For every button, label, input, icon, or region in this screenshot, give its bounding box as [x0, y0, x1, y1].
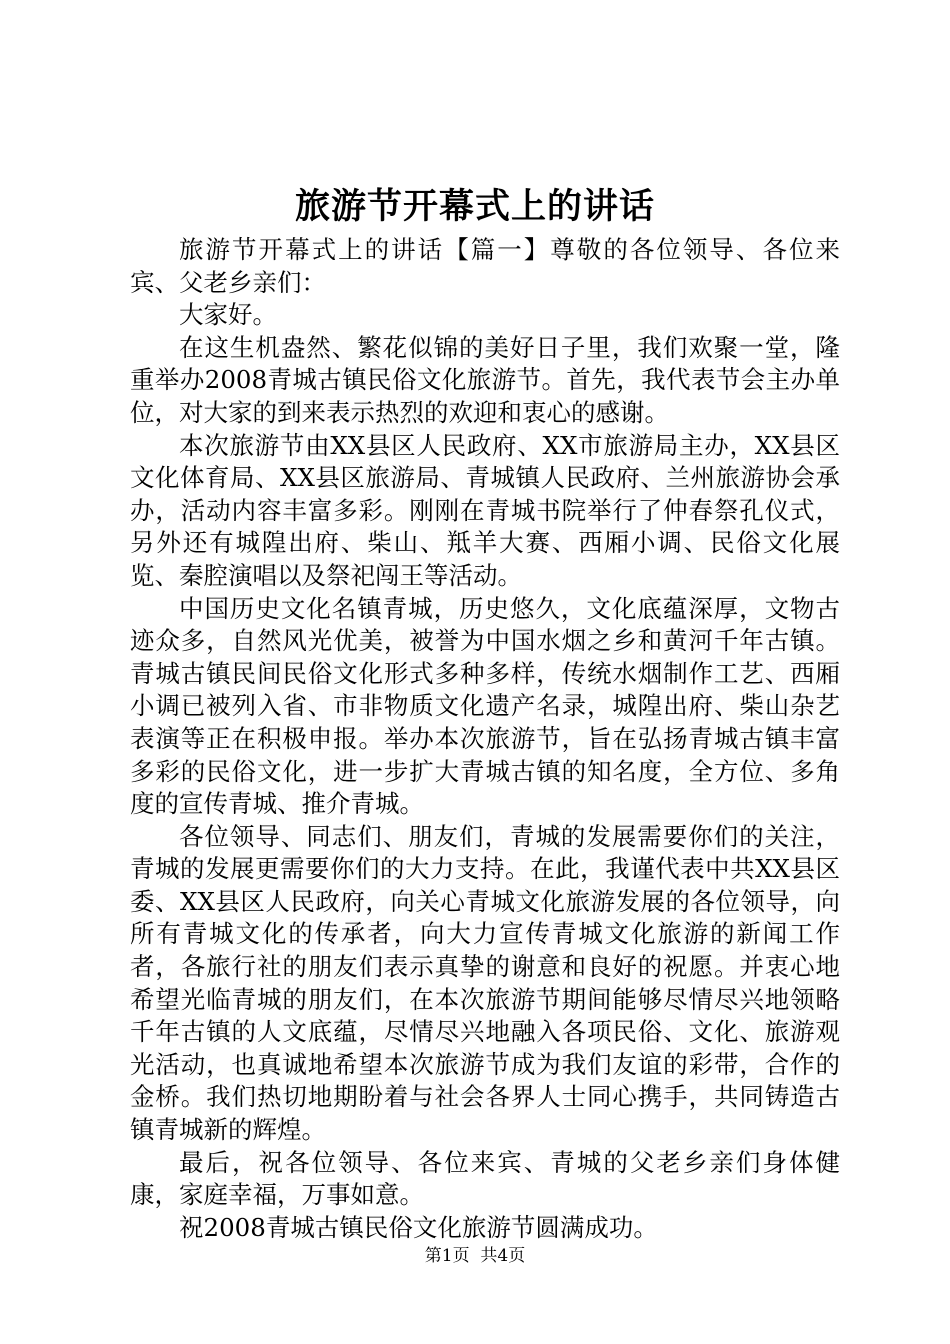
page-total: 共4页 — [480, 1246, 526, 1266]
paragraph-2: 大家好。 — [179, 300, 277, 330]
page-footer — [0, 1246, 950, 1266]
paragraph-3: 在这生机盎然、繁花似锦的美好日子里，我们欢聚一堂，隆重举办2008青城古镇民俗文化旅游节。首先，我代表节会主办单位，对大家的到来表示热烈的欢迎和衷心的感谢。 — [130, 332, 840, 427]
paragraph-5: 中国历史文化名镇青城，历史悠久，文化底蕴深厚，文物古迹众多，自然风光优美，被誉为中国水烟之乡和黄河千年古镇。青城古镇民间民俗文化形式多种多样，传统水烟制作工艺、西厢小调已被列入省、市非物质文化遗产名录，城隍出府、柴山杂艺表演等正在积极申报。举办本次旅游节，旨在弘扬青城古镇丰富多彩的民俗文化，进一步扩大青城古镇的知名度，全方位、多角度的宣传青城、推介青城。 — [130, 593, 840, 819]
document-body — [130, 234, 840, 1244]
footer-separator — [470, 1246, 481, 1266]
paragraph-8: 祝2008青城古镇民俗文化旅游节圆满成功。 — [179, 1212, 658, 1242]
paragraph-6: 各位领导、同志们、朋友们，青城的发展需要你们的关注，青城的发展更需要你们的大力支持。在此，我谨代表中共XX县区委、XX县区人民政府，向关心青城文化旅游发展的各位领导，向所有青城文化的传承者，向大力宣传青城文化旅游的新闻工作者，各旅行社的朋友们表示真挚的谢意和良好的祝愿。并衷心地希望光临青城的朋友们，在本次旅游节期间能够尽情尽兴地领略千年古镇的人文底蕴，尽情尽兴地融入各项民俗、文化、旅游观光活动，也真诚地希望本次旅游节成为我们友谊的彩带，合作的金桥。我们热切地期盼着与社会各界人士同心携手，共同铸造古镇青城新的辉煌。 — [130, 821, 840, 1145]
page-number: 第1页 — [424, 1246, 470, 1266]
paragraph-1: 旅游节开幕式上的讲话【篇一】尊敬的各位领导、各位来宾、父老乡亲们： — [130, 235, 840, 297]
document-title: 旅游节开幕式上的讲话 — [294, 186, 655, 227]
paragraph-4: 本次旅游节由XX县区人民政府、XX市旅游局主办，XX县区文化体育局、XX县区旅游局、青城镇人民政府、兰州旅游协会承办，活动内容丰富多彩。刚刚在青城书院举行了仲春祭孔仪式，另外还有城隍出府、柴山、羝羊大赛、西厢小调、民俗文化展览、秦腔演唱以及祭祀闯王等活动。 — [130, 430, 840, 590]
paragraph-7: 最后，祝各位领导、各位来宾、青城的父老乡亲们身体健康，家庭幸福，万事如意。 — [130, 1147, 840, 1210]
